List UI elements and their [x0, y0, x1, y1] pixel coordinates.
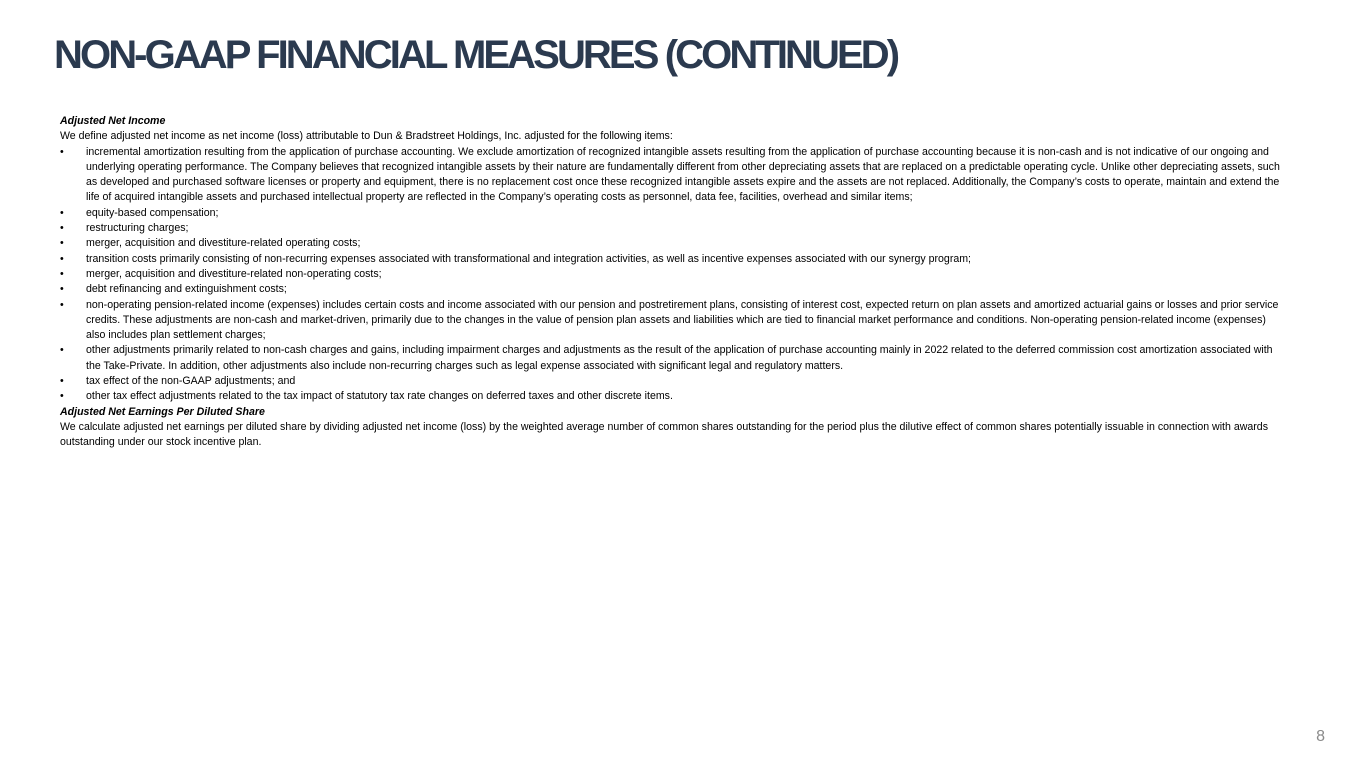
list-item-text: other tax effect adjustments related to the tax impact of statutory tax rate changes on deferred taxes and other discrete items.	[86, 390, 673, 403]
list-item	[60, 389, 1282, 404]
bullet-marker: •	[60, 375, 64, 388]
bullet-marker: •	[60, 237, 64, 250]
slide-title: NON-GAAP FINANCIAL MEASURES (CONTINUED)	[54, 33, 898, 77]
page-number: 8	[1316, 728, 1325, 745]
list-item-text: equity-based compensation;	[86, 206, 219, 219]
list-item	[60, 145, 1282, 206]
list-item-text: transition costs primarily consisting of non-recurring expenses associated with transformational and integration activities, as well as incentive expenses associated with our synergy program;	[86, 252, 972, 265]
list-item	[60, 267, 1282, 282]
adjusted-net-income-heading: Adjusted Net Income	[60, 115, 166, 127]
bullet-marker: •	[60, 222, 64, 235]
list-item	[60, 374, 1282, 389]
list-item-text: merger, acquisition and divestiture-related non-operating costs;	[86, 267, 382, 280]
list-item-text: incremental amortization resulting from the application of purchase accounting. We exclude amortization of recognized intangible assets resulting from the application of purchase accounting because it is non-cash and is not indicative of our ongoing and underlying operating performance. The Company believes that recognized intangible assets by their nature are fundamentally different from other depreciating assets that are replaced on a predictable operating cycle. Unlike other depreciating assets, such as developed and purchased software licenses or property and equipment, there is no replacement cost once these recognized intangible assets expire and the assets are not replaced. Additionally, the Company’s costs to operate, maintain and extend the life of acquired intangible assets and purchased intellectual property are reflected in the Company’s operating costs as personnel, data fee, facilities, overhead and similar items;	[86, 145, 1280, 204]
adjusted-eps-heading: Adjusted Net Earnings Per Diluted Share	[60, 405, 265, 418]
bullet-marker: •	[60, 283, 64, 296]
list-item	[60, 206, 1282, 221]
list-item-text: other adjustments primarily related to non-cash charges and gains, including impairment charges and adjustments as the result of the application of purchase accounting mainly in 2022 related to the deferred commission cost amortization associated with the Take-Private. In addition, other adjustments also include non-recurring charges such as legal expense associated with significant legal and regulatory matters.	[86, 344, 1273, 372]
list-item	[60, 252, 1282, 267]
bullet-marker: •	[60, 145, 64, 158]
list-item	[60, 298, 1282, 344]
list-item-text: tax effect of the non-GAAP adjustments; and	[86, 375, 296, 388]
bullet-marker: •	[60, 390, 64, 403]
list-item-text: restructuring charges;	[86, 222, 189, 235]
list-item-text: merger, acquisition and divestiture-related operating costs;	[86, 237, 361, 250]
list-item	[60, 236, 1282, 251]
bullet-marker: •	[60, 267, 64, 280]
list-item	[60, 343, 1282, 374]
list-item-text: non-operating pension-related income (expenses) includes certain costs and income associated with our pension and postretirement plans, consisting of interest cost, expected return on plan assets and amortized actuarial gains or losses and prior service credits. These adjustments are non-cash and market-driven, primarily due to the changes in the value of pension plan assets and liabilities which are tied to financial market performance and conditions. Non-operating pension-related income (expenses) also includes plan settlement charges;	[86, 298, 1279, 342]
adjustment-items-list	[60, 145, 1282, 405]
adjusted-net-income-intro: We define adjusted net income as net income (loss) attributable to Dun & Bradstreet Holdings, Inc. adjusted for the following items:	[60, 130, 673, 143]
definitions-body	[60, 114, 1282, 451]
bullet-marker: •	[60, 344, 64, 357]
bullet-marker: •	[60, 298, 64, 311]
adjusted-eps-body: We calculate adjusted net earnings per diluted share by dividing adjusted net income (loss) by the weighted average number of common shares outstanding for the period plus the dilutive effect of common shares potentially issuable in connection with awards outstanding under our stock incentive plan.	[60, 420, 1268, 449]
list-item	[60, 221, 1282, 236]
bullet-marker: •	[60, 206, 64, 219]
bullet-marker: •	[60, 252, 64, 265]
list-item-text: debt refinancing and extinguishment costs;	[86, 283, 287, 296]
list-item	[60, 282, 1282, 297]
